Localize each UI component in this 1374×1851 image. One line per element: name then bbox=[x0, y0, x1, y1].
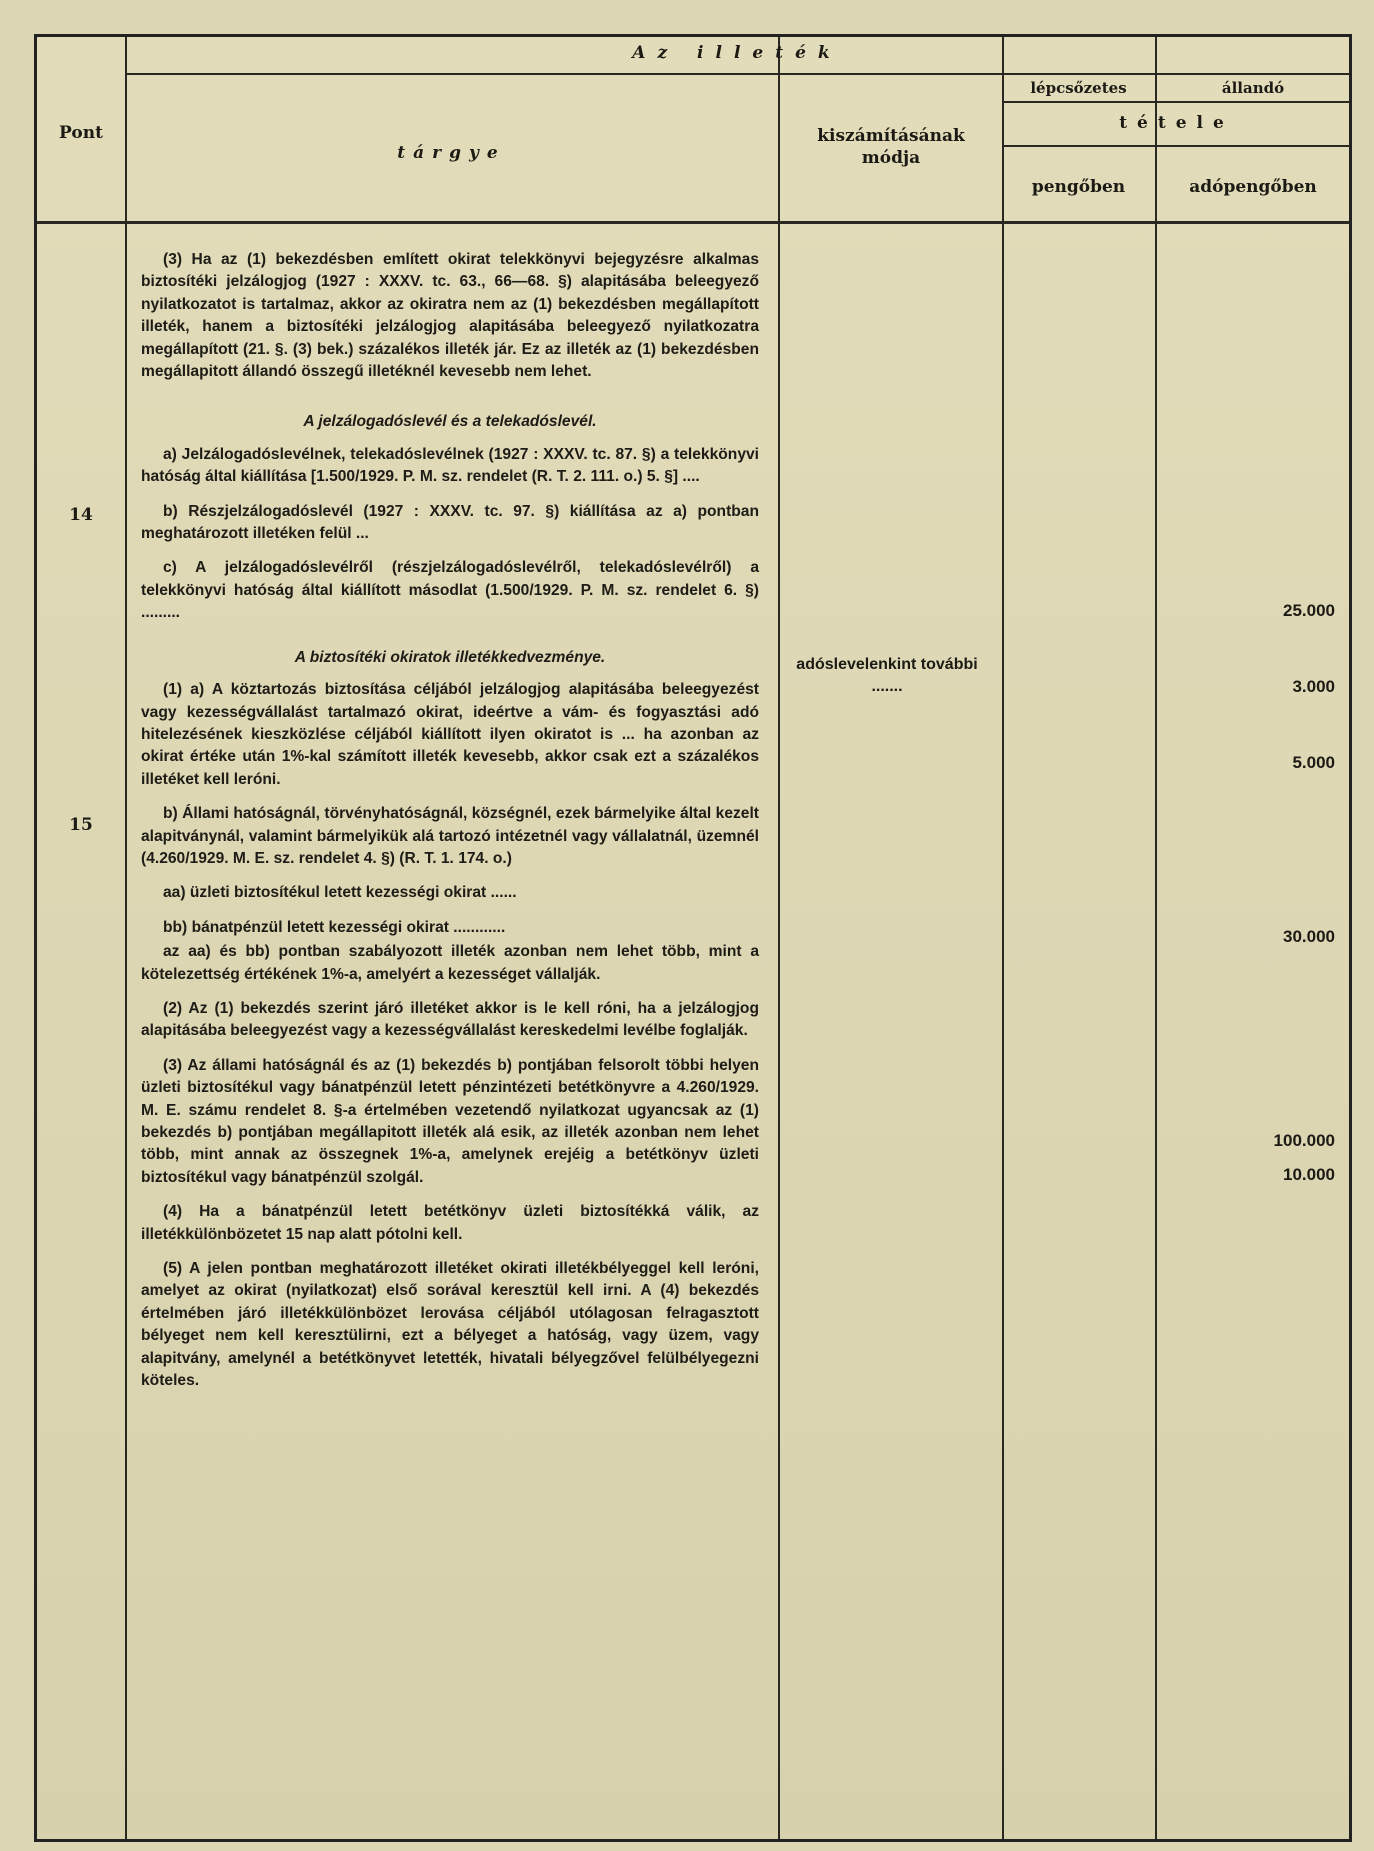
header-pengoben: pengőben bbox=[1031, 177, 1126, 197]
col-divider-mode bbox=[1002, 37, 1004, 1839]
paragraph-15-5: (5) A jelen pontban meghatározott illetéket okirati illetékbélyeggel kell leróni, amelyet az okirat (nyilatkozat) első sorával keresztül kell irni. A (4) bekezdés értelmében járó illetékkülönbözet lerovása céljából utólagosan felragasztott bélyeget nem kell keresztülirni, ezt a bélyeget a hatóság, vagy üzem, vagy alapitvány, amelynél a betétkönyvet letették, hivatali bélyegzővel felülbélyegezni köteles. bbox=[141, 1260, 759, 1390]
col-divider-targye bbox=[778, 37, 780, 1839]
header-title: Az illeték bbox=[632, 43, 842, 63]
header-kiszamitas: kiszámításának módja bbox=[817, 126, 965, 168]
paragraph-15-1a: (1) a) A köztartozás biztosítása céljából jelzálogjog alapitásába beleegyezést vagy kezességvállalást tartalmazó okirat, ideértve a vám- és fogyasztási adó hitelezésének kieszközlése céljából kiállított ilyen okiratot is ... ha azonban az okirat értéke után 1%-kal számított illeték kevesebb, akkor csak ezt a százalékos illetéket kell leróni. bbox=[141, 681, 759, 788]
paragraph-15-bb: bb) bánatpénzül letett kezességi okirat ............ bbox=[163, 918, 506, 936]
paragraph-14b: b) Részjelzálogadóslevél (1927 : XXXV. tc. 97. §) kiállítása az a) pontban meghatározott illetéken felül ... bbox=[141, 502, 759, 543]
amount-15-1a: 30.000 bbox=[1283, 927, 1335, 946]
header-line-tetele bbox=[1002, 101, 1349, 103]
mode-14b: adóslevelenkint további ....... bbox=[796, 656, 978, 695]
paragraph-14c: c) A jelzálogadóslevélről (részjelzálogadóslevélről, telekadóslevélről) a telekkönyvi hatóság által kiállított másodlat (1.500/1929. P. M. sz. rendelet 6. §) ......... bbox=[141, 559, 759, 622]
col-divider-amount bbox=[1155, 37, 1157, 1839]
header-pont: Pont bbox=[59, 123, 103, 143]
amount-14a: 25.000 bbox=[1283, 601, 1335, 620]
paragraph-14a: a) Jelzálogadóslevélnek, telekadóslevélnek (1927 : XXXV. tc. 87. §) a telekkönyvi hatóság által kiállítása [1.500/1929. P. M. sz. rendelet (R. T. 2. 111. o.) 5. §] .... bbox=[141, 445, 759, 486]
header-adopengoben: adópengőben bbox=[1189, 177, 1317, 197]
pont-number-15: 15 bbox=[69, 815, 93, 835]
amount-14b: 3.000 bbox=[1292, 677, 1335, 696]
paragraph-15-3: (3) Az állami hatóságnál és az (1) bekezdés b) pontjában felsorolt többi helyen üzleti biztosítékul vagy bánatpénzül letett pénzintézeti betétkönyvre a 4.260/1929. M. E. számu rendelet 8. §-a értelmében vezetendő nyilatkozat ugyancsak az (1) bekezdés b) pontjában megállapitott illeték alá esik, az illeték azonban nem lehet több, mint annak az összegnek 1%-a, amelynek erejéig a betétkönyv üzleti biztosítékul vagy bánatpénzül szolgál. bbox=[141, 1056, 759, 1186]
document-table bbox=[34, 34, 1352, 1842]
header-lepcsozetes: lépcsőzetes bbox=[1030, 79, 1127, 97]
paragraph-15-2: (2) Az (1) bekezdés szerint járó illetéket akkor is le kell róni, ha a jelzálogjog alapitásába beleegyezést vagy a kezességvállalást kereskedelmi levélbe foglalják. bbox=[141, 999, 759, 1040]
amount-15-aa: 100.000 bbox=[1273, 1131, 1335, 1150]
header-allando: állandó bbox=[1221, 79, 1285, 97]
header-tetele: tétele bbox=[1119, 113, 1234, 133]
section-title-15: A biztosítéki okiratok illetékkedvezménye. bbox=[294, 648, 606, 666]
paragraph-15-4: (4) Ha a bánatpénzül letett betétkönyv üzleti biztosítékká válik, az illetékkülönbözetet 15 nap alatt pótolni kell. bbox=[141, 1203, 759, 1243]
header-line-bottom bbox=[37, 221, 1349, 224]
body-text-column bbox=[141, 249, 759, 1404]
section-title-14: A jelzálogadóslevél és a telekadóslevél. bbox=[303, 413, 597, 431]
paragraph-3-intro: (3) Ha az (1) bekezdésben említett okirat telekkönyvi bejegyzésre alkalmas biztosítéki jelzálogjog (1927 : XXXV. tc. 63., 66—68. §) alapitásába beleegyező nyilatkozatot is tartalmaz, akkor az okiratra nem az (1) bekezdésben megállapított illeték, hanem a biztosítéki jelzálogjog alapitásába beleegyező nyilatkozatra megállapított (21. §. (3) bek.) százalékos illeték jár. Ez az illeték az (1) bekezdésben megállapitott állandó összegű illetéknél kevesebb nem lehet. bbox=[141, 251, 759, 381]
col-divider-pont bbox=[125, 37, 127, 1839]
paragraph-15-aa: aa) üzleti biztosítékul letett kezességi okirat ...... bbox=[163, 884, 517, 902]
paragraph-15-bb-note: az aa) és bb) pontban szabályozott illeték azonban nem lehet több, mint a kötelezettség értékének 1%-a, amelyért a kezességet vállalják. bbox=[141, 943, 759, 983]
amount-15-bb: 10.000 bbox=[1283, 1165, 1335, 1184]
paragraph-15-1b: b) Állami hatóságnál, törvényhatóságnál, községnél, ezek bármelyike által kezelt alapitványnál, valamint bármelyikük alá tartozó intézetnél vagy vállalatnál, üzemnél (4.260/1929. M. E. sz. rendelet 4. §) (R. T. 1. 174. o.) bbox=[141, 805, 759, 867]
header-targye: tárgye bbox=[397, 143, 506, 163]
pont-number-14: 14 bbox=[69, 505, 93, 525]
header-line-currency bbox=[1002, 145, 1349, 147]
header-line-title bbox=[125, 73, 1349, 75]
amount-14c: 5.000 bbox=[1292, 753, 1335, 772]
